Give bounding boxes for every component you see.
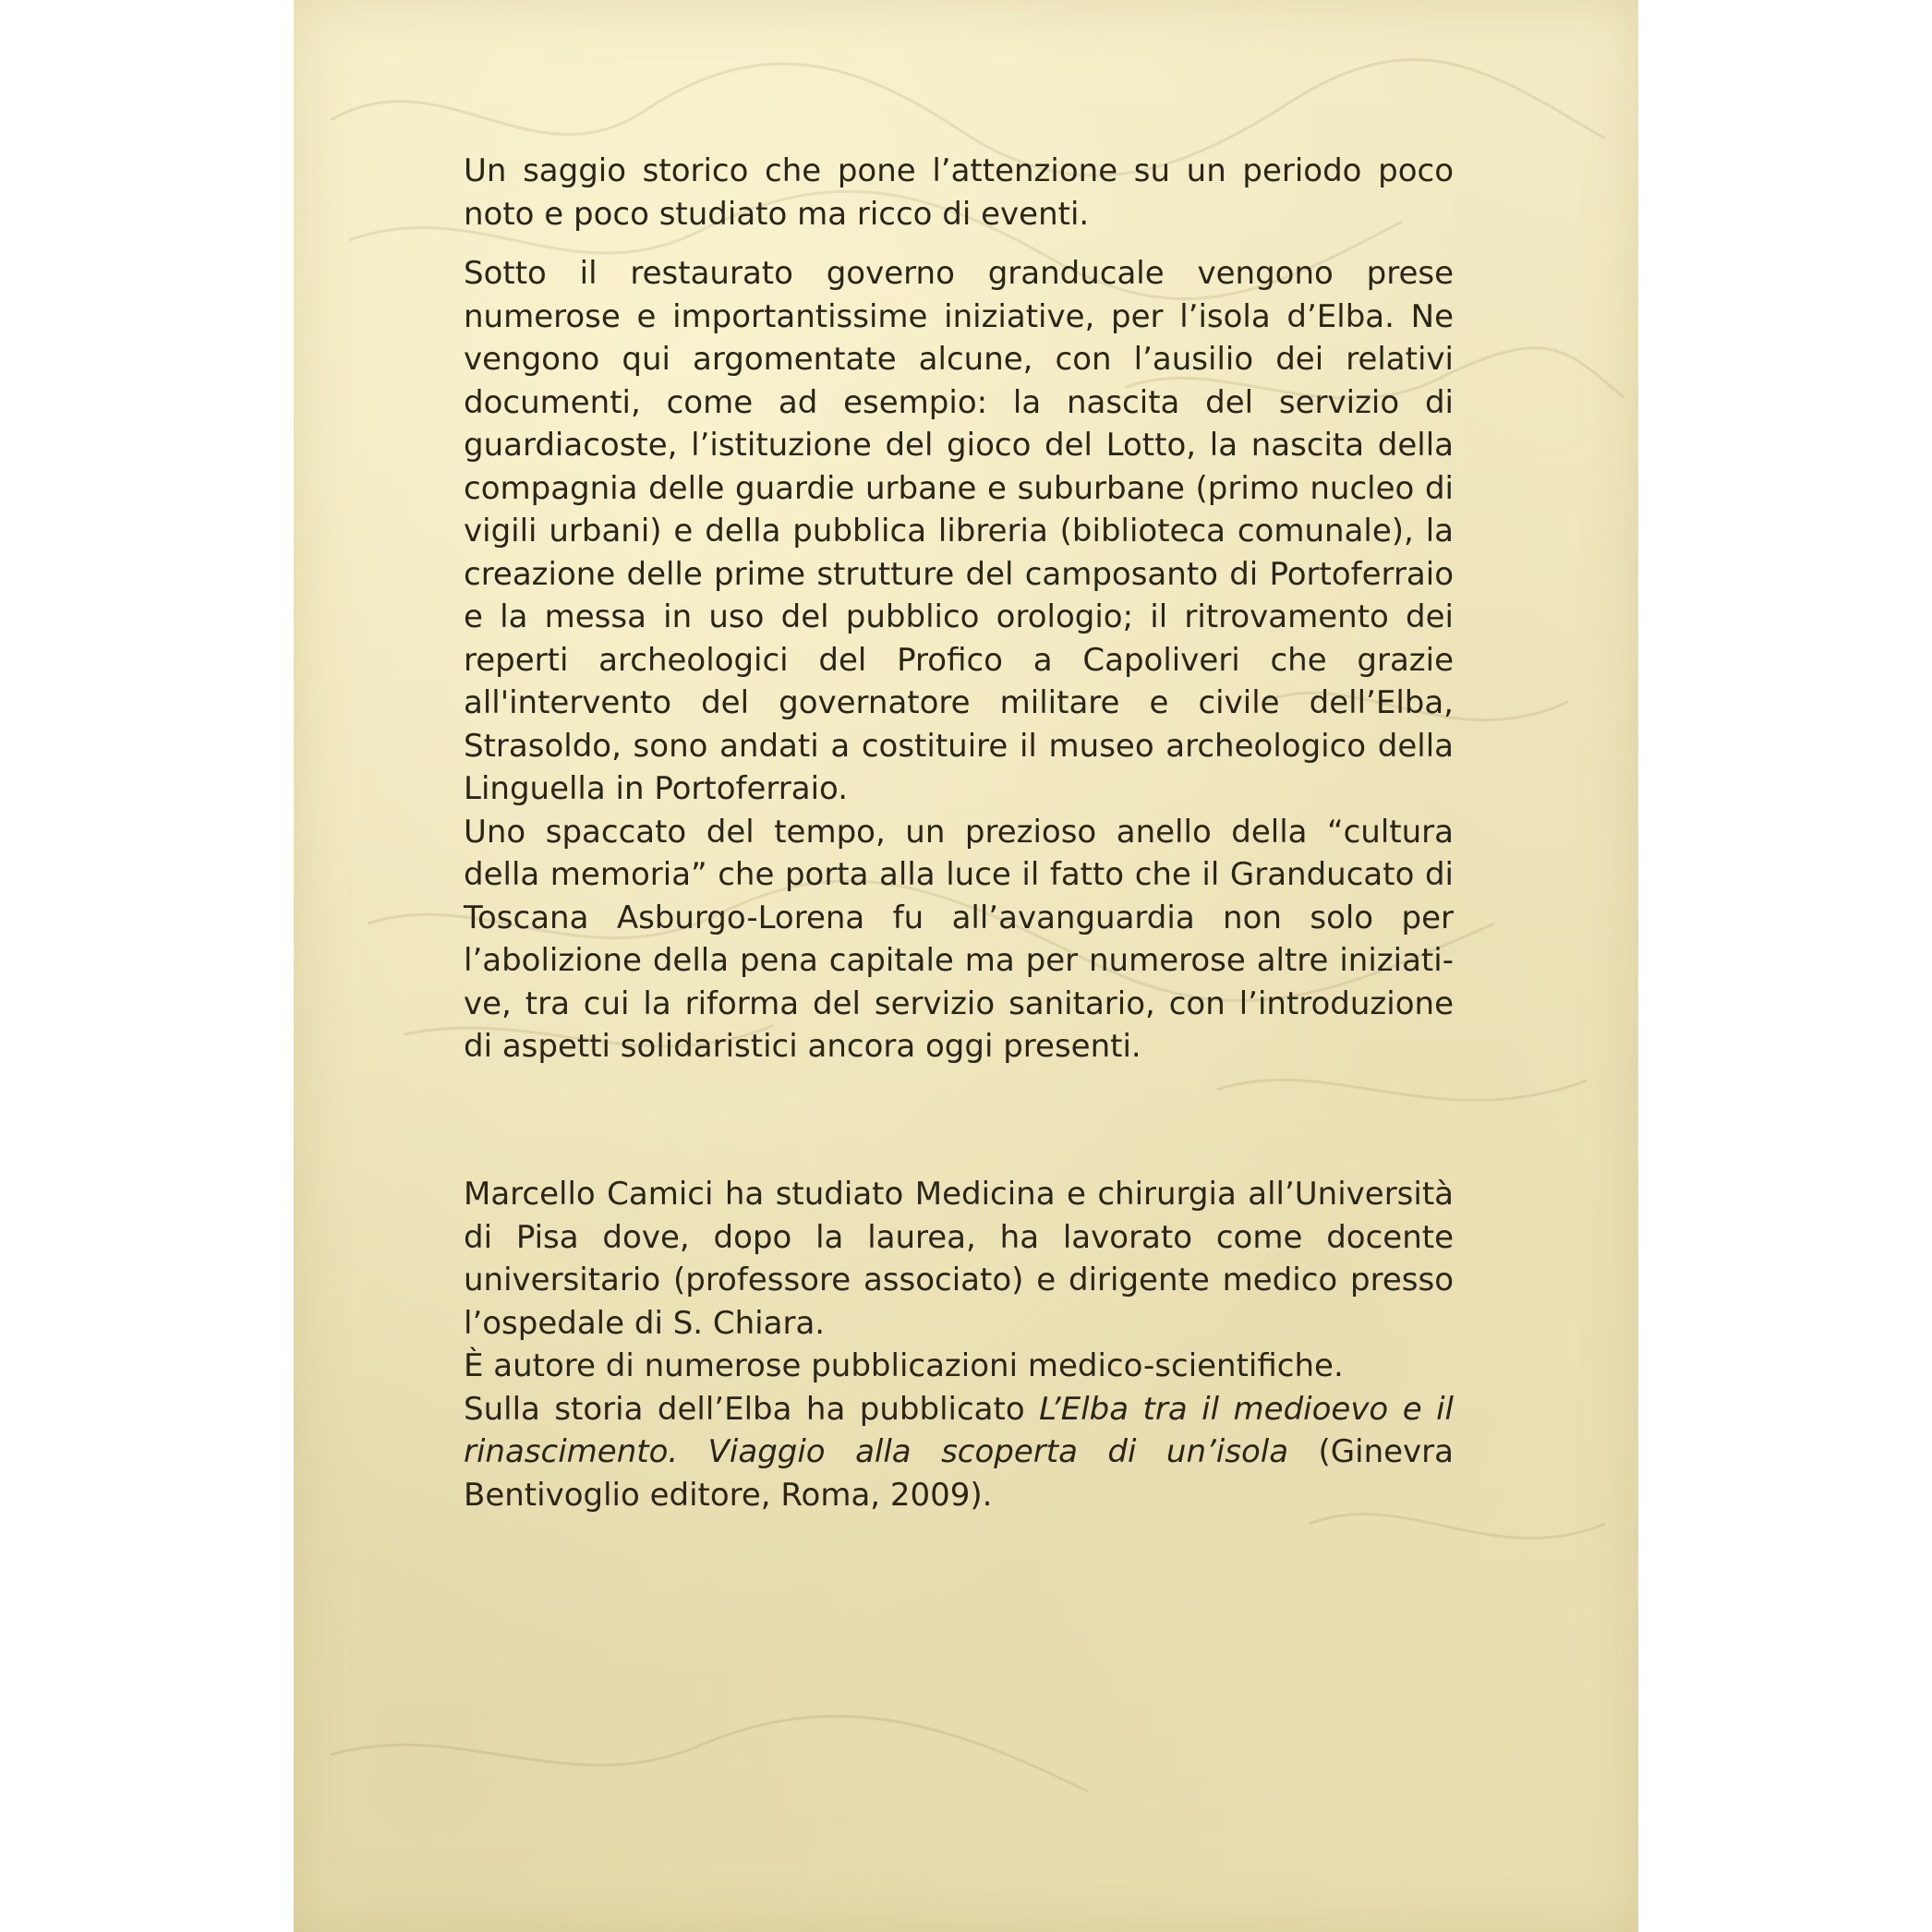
author-book-title: L’Elba tra il medioevo e il rinascimento. Viaggio alla scoperta di un’isola <box>464 1390 1454 1470</box>
author-bio <box>464 1173 1454 1516</box>
blurb-text <box>464 150 1454 1069</box>
author-paragraph-3 <box>464 1388 1454 1517</box>
blurb-paragraph-2: Sotto il restaurato governo granducale vengono prese numerose e importantissime iniziative, per l’isola d’Elba. Ne vengono qui argomentate alcune, con l’ausilio dei relativi documenti, come ad esempio: la nascita del servizio di guardiacoste, l’istituzione del gioco del Lotto, la nascita della compagnia delle guardie urbane e suburbane (primo nucleo di vigili urbani) e della pubblica libreria (biblioteca comunale), la creazione delle prime strutture del camposanto di Portoferraio e la messa in uso del pubblico orologio; il ritrovamento dei reperti archeologici del Profico a Capoliveri che grazie all'intervento del governatore militare e civile dell’Elba, Strasoldo, sono andati a costituire il museo archeologico della Linguella in Portoferraio. <box>464 255 1454 807</box>
author-p3-publisher: (Ginevra Bentivoglio editore, Roma, 2009). <box>464 1433 1454 1514</box>
blurb-paragraph-3: Uno spaccato del tempo, un prezioso anello della “cultura della memoria” che porta alla luce il fatto che il Granducato di Toscana Asburgo-Lorena fu all’avanguardia non solo per l’abolizione della pena capitale ma per numerose altre iniziative, tra cui la riforma del servizio sanitario, con l’introduzione di aspetti solidaristici ancora oggi presenti. <box>464 813 1454 1065</box>
book-back-cover <box>294 0 1638 1932</box>
blurb-paragraph-1: Un saggio storico che pone l’attenzione su un periodo poco noto e poco studiato ma ricco di eventi. <box>464 152 1454 233</box>
author-paragraph-1: Marcello Camici ha studiato Medicina e chirurgia all’Università di Pisa dove, dopo la laurea, ha lavorato come docente universitario (professore associato) e dirigente medico presso l’ospedale di S. Chiara. <box>464 1176 1454 1342</box>
author-paragraph-2: È autore di numerose pubblicazioni medico-scientifiche. <box>464 1347 1344 1384</box>
author-p3-intro: Sulla storia dell’Elba ha pubblicato <box>464 1390 1040 1428</box>
